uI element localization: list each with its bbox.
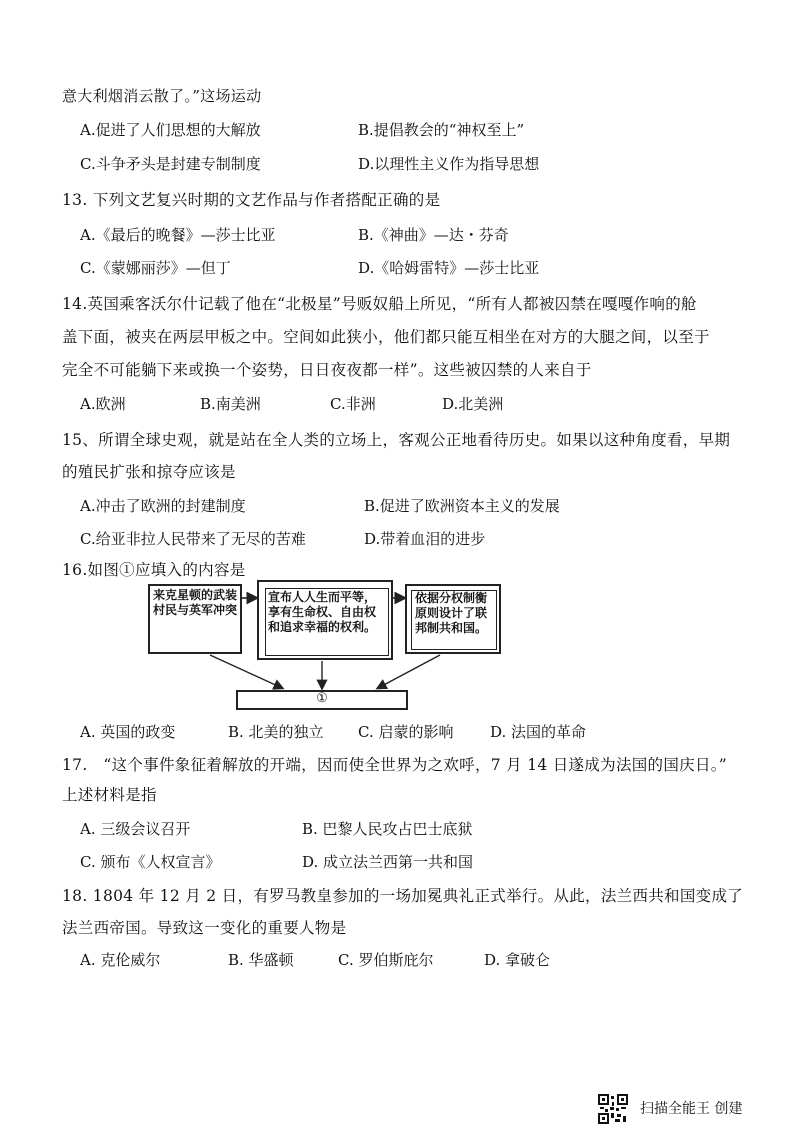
q13-option-c: C.《蒙娜丽莎》—但丁 [80,259,231,277]
scanner-watermark [598,1094,778,1120]
q15-option-c: C.给亚非拉人民带来了无尽的苦难 [80,530,306,548]
q16-option-d: D. 法国的革命 [490,723,587,741]
q14-option-b: B.南美洲 [200,395,261,413]
q12-option-a: A.促进了人们思想的大解放 [80,121,261,139]
diagram-answer-box: ① [236,690,408,710]
q17-option-d: D. 成立法兰西第一共和国 [302,853,474,871]
q13-option-b: B.《神曲》—达・芬奇 [358,226,509,244]
q12-tail: 意大利烟消云散了。”这场运动 [62,87,262,105]
q17-line-2: 上述材料是指 [62,786,157,804]
qr-code-icon [598,1094,628,1124]
scanner-watermark-text: 扫描全能王 创建 [640,1101,743,1117]
q14-option-d: D.北美洲 [442,395,504,413]
q17-option-c: C. 颁布《人权宣言》 [80,853,221,871]
arrow-box3-to-answer [378,655,440,688]
q15-option-b: B.促进了欧洲资本主义的发展 [364,497,560,515]
diagram-box-lexington: 来克星顿的武装村民与英军冲突 [148,584,242,654]
q18-line-1: 18. 1804 年 12 月 2 日，有罗马教皇参加的一场加冕典礼正式举行。从此，法兰西共和国变成了 [62,887,744,905]
q18-option-b: B. 华盛顿 [228,951,294,969]
q14-option-c: C.非洲 [330,395,376,413]
q17-option-b: B. 巴黎人民攻占巴士底狱 [302,820,473,838]
q15-option-d: D.带着血泪的进步 [364,530,486,548]
q17-line-1: 17. “这个事件象征着解放的开端，因而使全世界为之欢呼，7 月 14 日遂成为法国的国庆日。” [62,756,728,774]
q14-line-3: 完全不可能躺下来或换一个姿势，日日夜夜都一样”。这些被囚禁的人来自于 [62,361,592,379]
q16-option-a: A. 英国的政变 [80,723,176,741]
arrow-box1-to-answer [210,655,282,688]
q14-line-2: 盖下面，被夹在两层甲板之中。空间如此狭小，他们都只能互相坐在对方的大腿之间，以至于 [62,328,710,346]
q13-option-a: A.《最后的晚餐》—莎士比亚 [80,226,276,244]
q15-line-1: 15、所谓全球史观，就是站在全人类的立场上，客观公正地看待历史。如果以这种角度看，早期 [62,431,731,449]
q16-option-b: B. 北美的独立 [228,723,324,741]
q12-option-d: D.以理性主义作为指导思想 [358,155,540,173]
q16-stem: 16.如图①应填入的内容是 [62,561,246,579]
q18-line-2: 法兰西帝国。导致这一变化的重要人物是 [62,919,347,937]
q14-option-a: A.欧洲 [80,395,126,413]
q16-option-c: C. 启蒙的影响 [358,723,454,741]
q12-option-c: C.斗争矛头是封建专制制度 [80,155,261,173]
q18-option-d: D. 拿破仑 [484,951,551,969]
q17-option-a: A. 三级会议召开 [80,820,191,838]
q14-line-1: 14.英国乘客沃尔什记载了他在“北极星”号贩奴船上所见，“所有人都被囚禁在嘎嘎作响的舱 [62,295,697,313]
q18-option-a: A. 克伦威尔 [80,951,161,969]
diagram-box-declaration-text: 宣布人人生而平等，享有生命权、自由权和追求幸福的权利。 [268,590,377,634]
q12-option-b: B.提倡教会的“神权至上” [358,121,525,139]
q18-option-c: C. 罗伯斯庇尔 [338,951,434,969]
diagram-box-constitution-text: 依据分权制衡原则设计了联邦制共和国。 [415,591,488,635]
q15-line-2: 的殖民扩张和掠夺应该是 [62,463,236,481]
q13-option-d: D.《哈姆雷特》—莎士比亚 [358,259,540,277]
q13-stem: 13. 下列文艺复兴时期的文艺作品与作者搭配正确的是 [62,191,441,209]
q15-option-a: A.冲击了欧洲的封建制度 [80,497,246,515]
